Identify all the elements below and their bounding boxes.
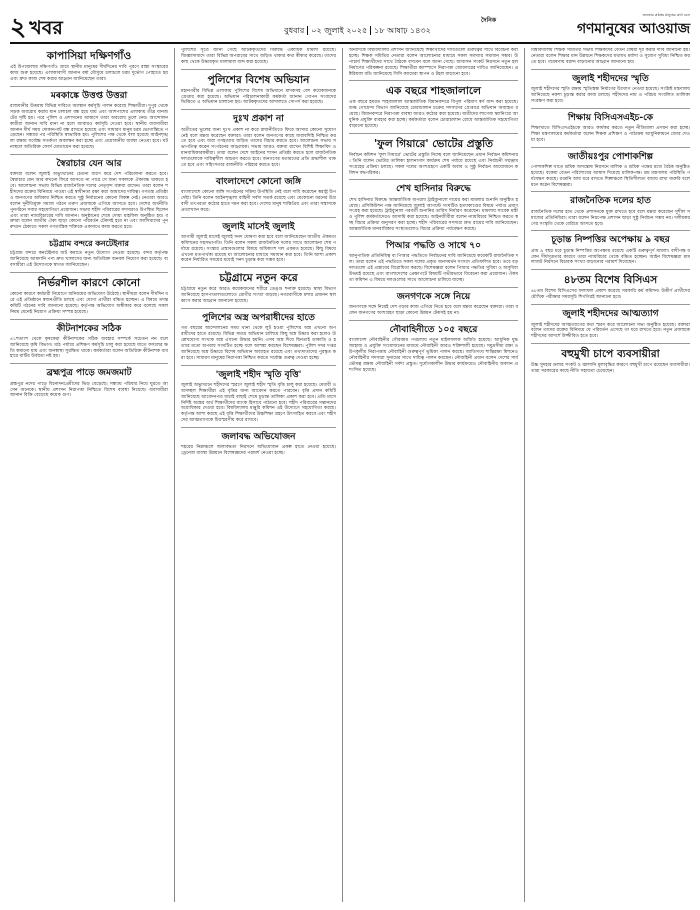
story-body: ৪৮তম বিশেষ বিসিএসের ফলাফল প্রকাশ করেছে সরকারি কর্ম কমিশন। উত্তীর্ণ প্রার্থীদের মৌখিক পরীক্ষার সময়সূচি শিগগিরই জানানো হবে। <box>531 289 690 301</box>
story-headline: এক বছরে শাহজালালে <box>386 85 481 98</box>
story-headline: দুঃখ প্রকাশ না <box>233 114 284 125</box>
story-body: চট্টগ্রামে নতুন করে আরও কয়েকজনের শরীরে ডেঙ্গু শনাক্ত হয়েছে। স্বাস্থ্য বিভাগ জানিয়েছে হাসপাতালগুলোতে রোগীর সংখ্যা বাড়ছে। নগরবাসীকে মশার প্রজনন স্থল ধ্বংস করার আহ্বান জানানো হয়েছে। <box>181 287 336 305</box>
story-body: বিশ্ববিদ্যালয় শিক্ষক সমিতির সভায় শিক্ষকদের বেতন বৈষম্য দূর করার দাবি জানানো হয়। নেতারা বলেন শিক্ষার মান উন্নয়নে শিক্ষকদের যথাযথ মর্যাদা ও সুযোগ সুবিধা নিশ্চিত করতে হবে। গবেষণায় বরাদ্দ বাড়ানোর আহ্বান জানানো হয়। <box>531 48 690 65</box>
news-story <box>349 184 518 237</box>
story-body: জনগণকে সঙ্গে নিয়েই দেশ গড়ার কাজ এগিয়ে নিতে হবে বলে মন্তব্য করেছেন বক্তারা। তারা বলেন জনগণের অংশগ্রহণ ছাড়া কোনো উন্নয়ন টেকসই হয় না। <box>349 305 518 316</box>
news-story <box>10 277 168 320</box>
story-body: বক্তারা বলেন জুলাই অভ্যুত্থানের চেতনা ধারণ করে দেশ পরিচালনা করতে হবে। স্বৈরাচার যেন আর কখনো ফিরে আসতে না পারে সে জন্য সকলকে ঐক্যবদ্ধ থাকতে হবে। আলোচনা সভায় বিভিন্ন রাজনৈতিক দলের নেতৃবৃন্দ বক্তব্য রাখেন। তারা বলেন শহীদদের রক্তের বিনিময়ে পাওয়া এই স্বাধীনতা রক্ষা করা আমাদের দায়িত্ব। গণতন্ত্র প্রতিষ্ঠা ও জনগণের অধিকার নিশ্চিত করতে সুষ্ঠু নির্বাচনের কোনো বিকল্প নেই। নেতারা আরও বলেন দুর্নীতিমুক্ত সমাজ গঠনে তরুণ প্রজন্মকে এগিয়ে আসতে হবে। দেশের অর্থনীতি পুনর্গঠনে সবার সহযোগিতা প্রয়োজন। সভায় শহীদ পরিবারের সদস্যরাও উপস্থিত ছিলেন এবং তারা ন্যায়বিচারের দাবি জানান। অনুষ্ঠানের শেষে দোয়া মাহফিল অনুষ্ঠিত হয়। বক্তারা বলেন জাতীয় ঐক্য ছাড়া কোনো পরিবর্তন টেকসই হবে না এবং ফ্যাসিবাদের পুনরুত্থান ঠেকাতে সকল গণতান্ত্রিক শক্তিকে একসাথে কাজ করতে হবে। <box>10 172 168 231</box>
story-headline: নৌবাহিনীতে ১০৫ বছরে <box>389 324 478 335</box>
story-headline: পুলিশের অস্ত্র অপরাধীদের হাতে <box>202 313 315 324</box>
story-body: জুলাই অভ্যুত্থানে শহীদদের স্মরণে জুলাই শহীদ স্মৃতি বৃত্তি চালু করা হয়েছে। মেধাবী ও অসচ্ছল শিক্ষার্থীরা এই বৃত্তির জন্য আবেদন করতে পারবেন। বৃত্তি প্রদান কমিটি জানিয়েছে আবেদনপত্র যাচাই বাছাই শেষে চূড়ান্ত তালিকা প্রকাশ করা হবে। প্রতি মাসে নির্দিষ্ট অঙ্কের অর্থ শিক্ষার্থীদের ব্যাংক হিসাবে পাঠানো হবে। শহীদ পরিবারের সন্তানদের অগ্রাধিকার দেওয়া হবে। বিশ্ববিদ্যালয় মঞ্জুরি কমিশন এই উদ্যোগে সহযোগিতা করছে। কর্তৃপক্ষ আশা করছে এই বৃত্তি শিক্ষার্থীদের উচ্চশিক্ষা গ্রহণে উৎসাহিত করবে এবং শহীদদের আত্মত্যাগকে চিরস্মরণীয় করে রাখবে। <box>181 382 336 424</box>
page-label <box>10 14 240 39</box>
story-body: পুলিশের সূত্রে জানা গেছে আটককৃতদের বিরুদ্ধে একাধিক মামলা রয়েছে। জিজ্ঞাসাবাদে তারা বিভিন্ন অপরাধের সাথে জড়িত থাকার কথা স্বীকার করেছে। তাদের কাছ থেকে উদ্ধারকৃত মালামাল জব্দ করা হয়েছে। <box>181 48 336 65</box>
column-1 <box>10 48 175 902</box>
page-number: ২ <box>10 12 27 41</box>
news-story <box>349 48 518 81</box>
news-story <box>181 313 336 366</box>
story-headline: পুলিশের বিশেষ অভিযান <box>207 73 310 86</box>
news-story <box>531 48 690 70</box>
story-body: বাংলাদেশে কোনো জঙ্গি সংগঠনের সক্রিয় উপস্থিতি নেই বলে দাবি করেছেন স্বরাষ্ট্র উপদেষ্টা। তিনি বলেন আইনশৃঙ্খলা বাহিনী সর্বদা সতর্ক রয়েছে এবং যেকোনো ধরনের উগ্রবাদী তৎপরতা কঠোর হাতে দমন করা হবে। দেশের মানুষ শান্তিপ্রিয় এবং তারা সন্ত্রাসকে প্রত্যাখ্যান করে। <box>181 190 336 213</box>
news-story <box>531 113 690 148</box>
story-body: আনুপাতিক প্রতিনিধিত্ব বা পিআর পদ্ধতিতে নির্বাচনের দাবি জানিয়েছে কয়েকটি রাজনৈতিক দল। তারা বলেন এই পদ্ধতিতে সকল দলের প্রকৃত জনসমর্থন সংসদে প্রতিফলিত হবে। তবে বড় দলগুলো এই প্রস্তাবের বিরোধিতা করছে। বিশেষজ্ঞরা বলেন পিআর পদ্ধতির সুবিধা ও অসুবিধা উভয়ই রয়েছে এবং বাংলাদেশের প্রেক্ষাপটে বিষয়টি গভীরভাবে বিবেচনা করা প্রয়োজন। ঐকমত্য কমিশন এ বিষয়ে দলগুলোর সাথে আলোচনা চালিয়ে যাচ্ছে। <box>349 254 518 283</box>
news-story <box>531 274 690 305</box>
brand-tagline: জনতার কণ্ঠস্বর মানুষের কথা বলে <box>642 13 690 18</box>
news-story <box>181 222 336 269</box>
story-headline: বহুমুখী চাপে ব্যবসায়ীরা <box>561 348 660 361</box>
story-headline: জাতীয়ঃপুর পোশাকশিল্প <box>567 151 654 162</box>
news-story <box>181 432 336 460</box>
news-story <box>531 152 690 193</box>
column-2 <box>175 48 343 902</box>
story-body: জুলাই শহীদদের আত্মত্যাগের কথা স্মরণ করে আলোচনা সভা অনুষ্ঠিত হয়েছে। বক্তারা বলেন তাদের রক্তের বিনিময়ে যে পরিবর্তন এসেছে তা ধরে রাখতে হবে। নতুন প্রজন্মকে শহীদদের আদর্শে উজ্জীবিত হতে হবে। <box>531 322 690 340</box>
weekday: বুধবার <box>284 25 305 35</box>
news-story <box>10 368 168 402</box>
news-story <box>349 292 518 321</box>
news-story <box>531 74 690 109</box>
news-story <box>10 159 168 235</box>
story-body: শিক্ষাখাতে বিসিএসএইচকে আরও কার্যকর করতে নতুন নীতিমালা প্রণয়ন করা হচ্ছে। শিক্ষা মন্ত্রণালয়ের কর্মকর্তারা বলেন শিক্ষক প্রশিক্ষণ ও পাঠ্যক্রম আধুনিকায়নে জোর দেওয়া হবে। <box>531 125 690 143</box>
story-headline: জুলাই মাসেই জুলাই <box>222 221 295 232</box>
story-headline: স্বৈরাচার যেন আর <box>56 159 122 170</box>
story-headline: শিক্ষায় বিসিএসএইচ-কে <box>567 112 654 123</box>
news-story <box>10 91 168 155</box>
column-3 <box>343 48 525 902</box>
column-4 <box>525 48 690 902</box>
story-body: পোশাকশিল্প খাতে শ্রমিক অসন্তোষ নিরসনে মালিক ও শ্রমিক পক্ষের মধ্যে বৈঠক অনুষ্ঠিত হয়েছে। বকেয়া বেতন পরিশোধের আশ্বাস দিয়েছে মালিকপক্ষ। শ্রম মন্ত্রণালয় পরিস্থিতি পর্যবেক্ষণ করছে। রপ্তানি আয় ধরে রাখতে শিল্পাঞ্চলে স্থিতিশীলতা বজায় রাখা জরুরি বলে মনে করেন বিশেষজ্ঞরা। <box>531 164 690 188</box>
story-headline: পিআর পদ্ধতি ও সাথে ৭০ <box>385 240 482 251</box>
story-headline: চট্টগ্রামে নতুন করে <box>219 272 298 285</box>
story-headline: কীটনাশকের সঠিক <box>56 323 122 334</box>
story-headline: বাংলাদেশে কোনো জঙ্গি <box>215 176 302 187</box>
news-story <box>181 370 336 428</box>
news-story <box>531 235 690 270</box>
news-story <box>181 48 336 70</box>
story-body: অন্যদিকে বিশ্ববিদ্যালয় প্রশাসন জানিয়েছে শিক্ষার্থীদের দাবিগুলো গুরুত্বের সাথে বিবেচনা করা হচ্ছে। শিক্ষক সমিতির নেতারা বলেন আলোচনার মাধ্যমে সকল সমস্যার সমাধান সম্ভব। উপাচার্য শিক্ষার্থীদের সাথে বৈঠকে বসবেন বলে জানা গেছে। আবাসন সংকট নিরসনে নতুন হল নির্মাণের পরিকল্পনা রয়েছে। শিক্ষার্থীরা ক্যাম্পাসে নিরাপত্তা জোরদারের দাবিও জানিয়েছেন। প্রক্টরিয়াল বডি জানিয়েছে সিসি ক্যামেরা স্থাপন ও টহল বাড়ানো হবে। <box>349 48 518 77</box>
story-headline: ৪৮তম বিশেষ বিসিএস <box>563 274 658 287</box>
story-headline: 'জুলাই শহীদ স্মৃতি বৃত্তি' <box>215 369 302 380</box>
news-story <box>181 272 336 309</box>
story-headline: মৰকাঙ্কে উত্তপ্ত উত্তরা <box>50 90 128 101</box>
story-body: ৪১শতাংশ থেকে কৃষকেরা কীটনাশকের সঠিক ব্যবহার সম্পর্কে সচেতন নন বলে জানিয়েছে কৃষি বিভাগ। মাঠ পর্যায়ে প্রশিক্ষণ কর্মসূচি চালু করা হয়েছে যাতে ফসলের ক্ষতি কমানো যায় এবং জনস্বাস্থ্য সুরক্ষিত থাকে। কর্মকর্তারা বলেন অতিরিক্ত কীটনাশক ব্যবহারে মাটির উর্বরতা নষ্ট হয়। <box>10 336 168 360</box>
news-story <box>531 196 690 231</box>
story-headline: জুলাই শহীদদের আত্মত্যাগ <box>562 309 659 320</box>
article-columns <box>10 48 690 902</box>
story-body: নির্বাচন কমিশন 'ফুল গিয়ারে' ভোটের প্রস্তুতি নিচ্ছে বলে জানিয়েছেন প্রধান নির্বাচন কমিশনার। তিনি বলেন ভোটার তালিকা হালনাগাদ কার্যক্রম শেষ পর্যায়ে রয়েছে এবং নির্বাচনী সরঞ্জাম সংগ্রহের প্রক্রিয়া চলছে। সকল দলের অংশগ্রহণে একটি অবাধ ও সুষ্ঠু নির্বাচন আয়োজনে কমিশন বদ্ধপরিকর। <box>349 152 518 176</box>
newspaper-brand <box>475 13 690 39</box>
date-english: ০২ জুলাই ২০২৫ <box>311 25 368 35</box>
story-body: মহানগরীর বিভিন্ন এলাকায় পুলিশের বিশেষ অভিযানে মাদকসহ বেশ কয়েকজনকে গ্রেপ্তার করা হয়েছে। অভিযান পরিচালনাকারী কর্মকর্তা জানান গোপন সংবাদের ভিত্তিতে এ অভিযান চালানো হয়। আটককৃতদের আদালতে সোপর্দ করা হয়েছে। <box>181 88 336 106</box>
news-story <box>349 85 518 133</box>
brand-prefix: দৈনিক <box>481 17 497 25</box>
news-story <box>181 114 336 172</box>
story-body: বাংলাদেশ নৌবাহিনীর গৌরবময় পথচলায় নতুন মাইলফলক অর্জিত হয়েছে। আধুনিক যুদ্ধজাহাজ ও প্রযুক্তি সংযোজনের মাধ্যমে নৌবাহিনী আরও শক্তিশালী হয়েছে। সমুদ্রসীমা রক্ষা ও উপকূলীয় নিরাপত্তায় নৌবাহিনী গুরুত্বপূর্ণ ভূমিকা পালন করছে। জাতিসংঘ শান্তিরক্ষা মিশনেও নৌবাহিনীর সদস্যরা সুনামের সাথে দায়িত্ব পালন করছেন। নৌবাহিনী প্রধান বলেন দেশের সার্বভৌমত্ব রক্ষায় নৌবাহিনী সর্বদা প্রস্তুত। দুর্যোগকালীন উদ্ধার কার্যক্রমেও নৌবাহিনীর অবদান প্রশংসিত হয়েছে। <box>349 338 518 373</box>
story-body: গত বছরের আন্দোলনের সময় থানা থেকে লুট হওয়া পুলিশের অস্ত্র এখনো অপরাধীদের হাতে রয়েছে। বিভিন্ন সময়ে অভিযান চালিয়ে কিছু অস্ত্র উদ্ধার করা হলেও উল্লেখযোগ্য সংখ্যক অস্ত্র এখনো উদ্ধার হয়নি। এসব অস্ত্র দিয়ে ছিনতাই ডাকাতি ও হত্যার মতো অপরাধ সংঘটিত হচ্ছে বলে আশঙ্কা করছেন বিশেষজ্ঞরা। পুলিশ সদর দপ্তর জানিয়েছে অস্ত্র উদ্ধারে বিশেষ অভিযান অব্যাহত রয়েছে এবং তথ্যদাতাদের পুরস্কৃত করা হবে। সাধারণ মানুষের নিরাপত্তা নিশ্চিত করতে সর্বোচ্চ গুরুত্ব দেওয়া হচ্ছে। <box>181 326 336 361</box>
news-story <box>181 74 336 111</box>
story-body: কোনো কারণে কর্মচারী নিয়োগে অনিয়মের অভিযোগ উঠেছে। স্থানীয়রা বলেন দীর্ঘদিন ধরে এই প্রতিষ্ঠানে স্বজনপ্রীতি চলছে এবং যোগ্য প্রার্থীরা বঞ্চিত হচ্ছেন। এ বিষয়ে তদন্ত কমিটি গঠনের দাবি জানানো হয়েছে। কর্তৃপক্ষ অভিযোগ অস্বীকার করে বলেছে সকল নিয়ম মেনেই নিয়োগ প্রক্রিয়া সম্পন্ন হয়েছে। <box>10 292 168 315</box>
story-headline: চট্টগ্রাম বন্দরে কনটেইনার <box>49 239 129 249</box>
story-body: চট্টগ্রাম বন্দরে কনটেইনার জট কমাতে নতুন উদ্যোগ নেওয়া হয়েছে। বন্দর কর্তৃপক্ষ জানিয়েছে আমদানি পণ্য দ্রুত খালাসের জন্য অতিরিক্ত জনবল নিয়োগ করা হয়েছে। ব্যবসায়ীরা এই উদ্যোগকে স্বাগত জানিয়েছেন। <box>10 251 168 269</box>
dateline <box>240 26 475 39</box>
news-story <box>10 50 168 87</box>
news-story <box>531 309 690 344</box>
brand-name: গণমানুষের আওয়াজ <box>576 21 690 38</box>
story-body: শেখ হাসিনার বিরুদ্ধে আন্তর্জাতিক অপরাধ ট্রাইব্যুনালে দায়ের করা মামলার শুনানি অনুষ্ঠিত হয়েছে। প্রসিকিউশন পক্ষ জানিয়েছে জুলাই আগস্টে সংঘটিত হত্যাকাণ্ডের বিষয়ে পর্যাপ্ত প্রমাণ সংগ্রহ করা হয়েছে। ট্রাইব্যুনাল পরবর্তী শুনানির তারিখ নির্ধারণ করেছেন। মামলায় সাবেক মন্ত্রী ও পুলিশ কর্মকর্তাদেরও আসামি করা হয়েছে। আইনজীবীরা বলেন ন্যায়বিচার নিশ্চিত করতে স্বচ্ছ বিচার প্রক্রিয়া অনুসরণ করা হচ্ছে। শহীদ পরিবারের সদস্যরা দ্রুত রায়ের দাবি জানিয়েছেন। আন্তর্জাতিক মানবাধিকার সংস্থাগুলোও বিচার প্রক্রিয়া পর্যবেক্ষণ করছে। <box>349 197 518 233</box>
news-story <box>349 138 518 181</box>
news-story <box>10 239 168 273</box>
story-body: রাজনৈতিক দলের হাত থেকে প্রশাসনকে মুক্ত রাখতে হবে বলে মন্তব্য করেছেন সুশীল সমাজের প্রতিনিধিরা। তারা বলেন নিরপেক্ষ প্রশাসন ছাড়া সুষ্ঠু নির্বাচন সম্ভব নয়। দলীয়করণের সংস্কৃতি থেকে বেরিয়ে আসতে হবে। <box>531 209 690 227</box>
date-bangla: ১৮ আষাঢ় ১৪৩২ <box>374 25 431 35</box>
story-body: জুলাই শহীদদের স্মৃতি রক্ষায় স্মৃতিস্তম্ভ নির্মাণের উদ্যোগ নেওয়া হয়েছে। সংশ্লিষ্ট মন্ত্রণালয় জানিয়েছে নকশা চূড়ান্ত করার কাজ চলছে। শহীদদের নাম ও পরিচয় সংবলিত তালিকা সংরক্ষণ করা হবে। <box>531 86 690 104</box>
news-story <box>10 324 168 365</box>
story-headline: জুলাই শহীদদের স্মৃতি <box>572 73 649 84</box>
story-body: রাজধানীর উত্তরায় বিভিন্ন দাবিতে অবস্থান কর্মসূচি পালন করেছে শিক্ষার্থীরা। দুপুর থেকে সড়ক অবরোধ করায় যান চলাচল বন্ধ হয়ে যায় এবং আশপাশের এলাকায় তীব্র যানজটের সৃষ্টি হয়। পরে পুলিশ ও প্রশাসনের আশ্বাসে তারা অবরোধ তুলে নেয়। আন্দোলনকারীরা জানান দাবি মানা না হলে আবারও কর্মসূচি দেওয়া হবে। স্থানীয় ব্যবসায়ীরা জানান দীর্ঘ সময় দোকানপাট বন্ধ রাখতে হয়েছে এবং সাধারণ মানুষ চরম ভোগান্তিতে পড়েছেন। সন্ধ্যার পর পরিস্থিতি স্বাভাবিক হয়। পুলিশের পক্ষ থেকে বলা হয়েছে আইনশৃঙ্খলা রক্ষায় সর্বোচ্চ সতর্কতা অবলম্বন করা হচ্ছে এবং প্রয়োজনীয় ব্যবস্থা নেওয়া হবে। ঘটনাস্থলে অতিরিক্ত ফোর্স মোতায়েন করা হয়েছে। <box>10 104 168 151</box>
story-body: এই উপজেলার দক্ষিণগাঁও গ্রামে স্থানীয় মানুষের দীর্ঘদিনের দাবি পূরণে রাস্তা সংস্কারের কাজ শুরু হয়েছে। এলাকাবাসী জানান বর্ষা মৌসুমে চলাচলে চরম দুর্ভোগ পোহাতে হয় এবং দ্রুত কাজ শেষ করার আহ্বান জানিয়েছেন তারা। <box>10 65 168 82</box>
story-headline: নির্ভরশীল কারণে কোনো <box>37 276 141 289</box>
story-headline: 'ফুল গিয়ারে' ভোটের প্রস্তুতি <box>373 137 494 150</box>
story-headline: জনগণকে সঙ্গে নিয়ে <box>396 291 471 302</box>
story-body: প্রায় ৯ বছর ধরে চূড়ান্ত নিষ্পত্তির অপেক্ষায় রয়েছে একটি গুরুত্বপূর্ণ মামলা। বাদীপক্ষ বলেন দীর্ঘসূত্রতার কারণে তারা ন্যায়বিচার থেকে বঞ্চিত হচ্ছেন। আইন বিশেষজ্ঞরা মামলাজট নিরসনে বিচারক সংখ্যা বাড়ানোর পরামর্শ দিয়েছেন। <box>531 248 690 266</box>
news-story <box>349 325 518 377</box>
news-story <box>531 348 690 378</box>
story-body: অতীতের ভুলের জন্য দুঃখ প্রকাশ না করে রাজনীতিতে ফিরে আসার কোনো সুযোগ নেই বলে মন্তব্য করেছেন বক্তারা। তারা বলেন জনগণের কাছে জবাবদিহি নিশ্চিত করতে হবে এবং যারা গণহত্যায় জড়িত তাদের বিচার করতে হবে। আলোচনা সভায় সভাপতিত্ব করেন সংগঠনের আহ্বায়ক। সভায় আরও বক্তব্য রাখেন বিশিষ্ট শিক্ষাবিদ ও মানবাধিকারকর্মীরা। তারা বলেন দেশে আইনের শাসন প্রতিষ্ঠা করতে হলে রাজনৈতিক দলগুলোকে দায়িত্বশীল আচরণ করতে হবে। জনগণের মতামতের প্রতি শ্রদ্ধাশীল থাকতে হবে এবং সহিংসতার রাজনীতি পরিহার করতে হবে। <box>181 127 336 168</box>
story-headline: কাপাসিয়া দক্ষিণগাঁও <box>46 50 132 62</box>
news-story <box>181 177 336 218</box>
section-name: খবর <box>29 17 63 39</box>
news-story <box>349 241 518 288</box>
story-body: এক বছরে হযরত শাহজালাল আন্তর্জাতিক বিমানবন্দরে বিপুল পরিমাণ স্বর্ণ জব্দ করা হয়েছে। শুল্ক গোয়েন্দা বিভাগ জানিয়েছে চোরাচালান চক্রের সদস্যদের গ্রেপ্তারে অভিযান অব্যাহত রয়েছে। বিমানবন্দরে নিরাপত্তা ব্যবস্থা আরও কঠোর করা হয়েছে। যাত্রীদের লাগেজ স্ক্যানিংয়ে আধুনিক প্রযুক্তি ব্যবহার করা হচ্ছে। কর্মকর্তারা বলেন চোরাচালান রোধে আন্তর্জাতিক সহযোগিতা বাড়ানো হয়েছে। <box>349 100 518 129</box>
story-body: উচ্চ সুদহার ডলার সংকট ও জ্বালানি মূল্যবৃদ্ধির কারণে বহুমুখী চাপে রয়েছেন ব্যবসায়ীরা। তারা সরকারের কাছে নীতি সহায়তা চেয়েছেন। <box>531 363 690 375</box>
story-headline: শেখ হাসিনার বিরুদ্ধে <box>396 184 471 195</box>
story-headline: রাজনৈতিক দলের হাত <box>570 196 651 207</box>
story-body: ব্রহ্মপুত্র নদের পাড়ে বিনোদনপ্রেমীদের ভিড় বেড়েছে। সন্ধ্যায় পরিবার নিয়ে ঘুরতে আসেন অনেকে। স্থানীয় প্রশাসন নিরাপত্তা নিশ্চিতে বিশেষ ব্যবস্থা নিয়েছে। ব্যবসায়ীরা জানান বিক্রি বেড়েছে কয়েক গুণ। <box>10 381 168 399</box>
story-headline: চূড়ান্ত নিষ্পত্তির অপেক্ষায় ৯ বছর <box>551 235 670 246</box>
story-body: আগামী জুলাই মাসেই জুলাই সনদ ঘোষণা করা হবে বলে জানিয়েছেন জাতীয় ঐকমত্য কমিশনের সহসভাপতি। তিনি বলেন সকল রাজনৈতিক দলের সাথে আলোচনা শেষ পর্যায়ে রয়েছে। সংস্কার প্রস্তাবগুলোর বিষয়ে অধিকাংশ দল একমত হয়েছে। কিছু বিষয়ে এখনো মতপার্থক্য রয়েছে যা আলোচনার মাধ্যমে সমাধান করা হবে। তিনি আশা প্রকাশ করেন নির্ধারিত সময়ের মধ্যেই সনদ চূড়ান্ত করা সম্ভব হবে। <box>181 234 336 264</box>
story-body: শহরের নিম্নাঞ্চলে জলাবদ্ধতা নিরসনে অভিযোজন প্রকল্প হাতে নেওয়া হয়েছে। ড্রেনেজ ব্যবস্থা উন্নয়নে বিশেষজ্ঞদের পরামর্শ নেওয়া হচ্ছে। <box>181 445 336 457</box>
story-headline: ব্রহ্মপুত্র পাড়ে জমজমাট <box>46 368 132 379</box>
masthead <box>10 6 690 44</box>
story-headline: জলাবদ্ধ অভিযোজন <box>221 432 296 443</box>
